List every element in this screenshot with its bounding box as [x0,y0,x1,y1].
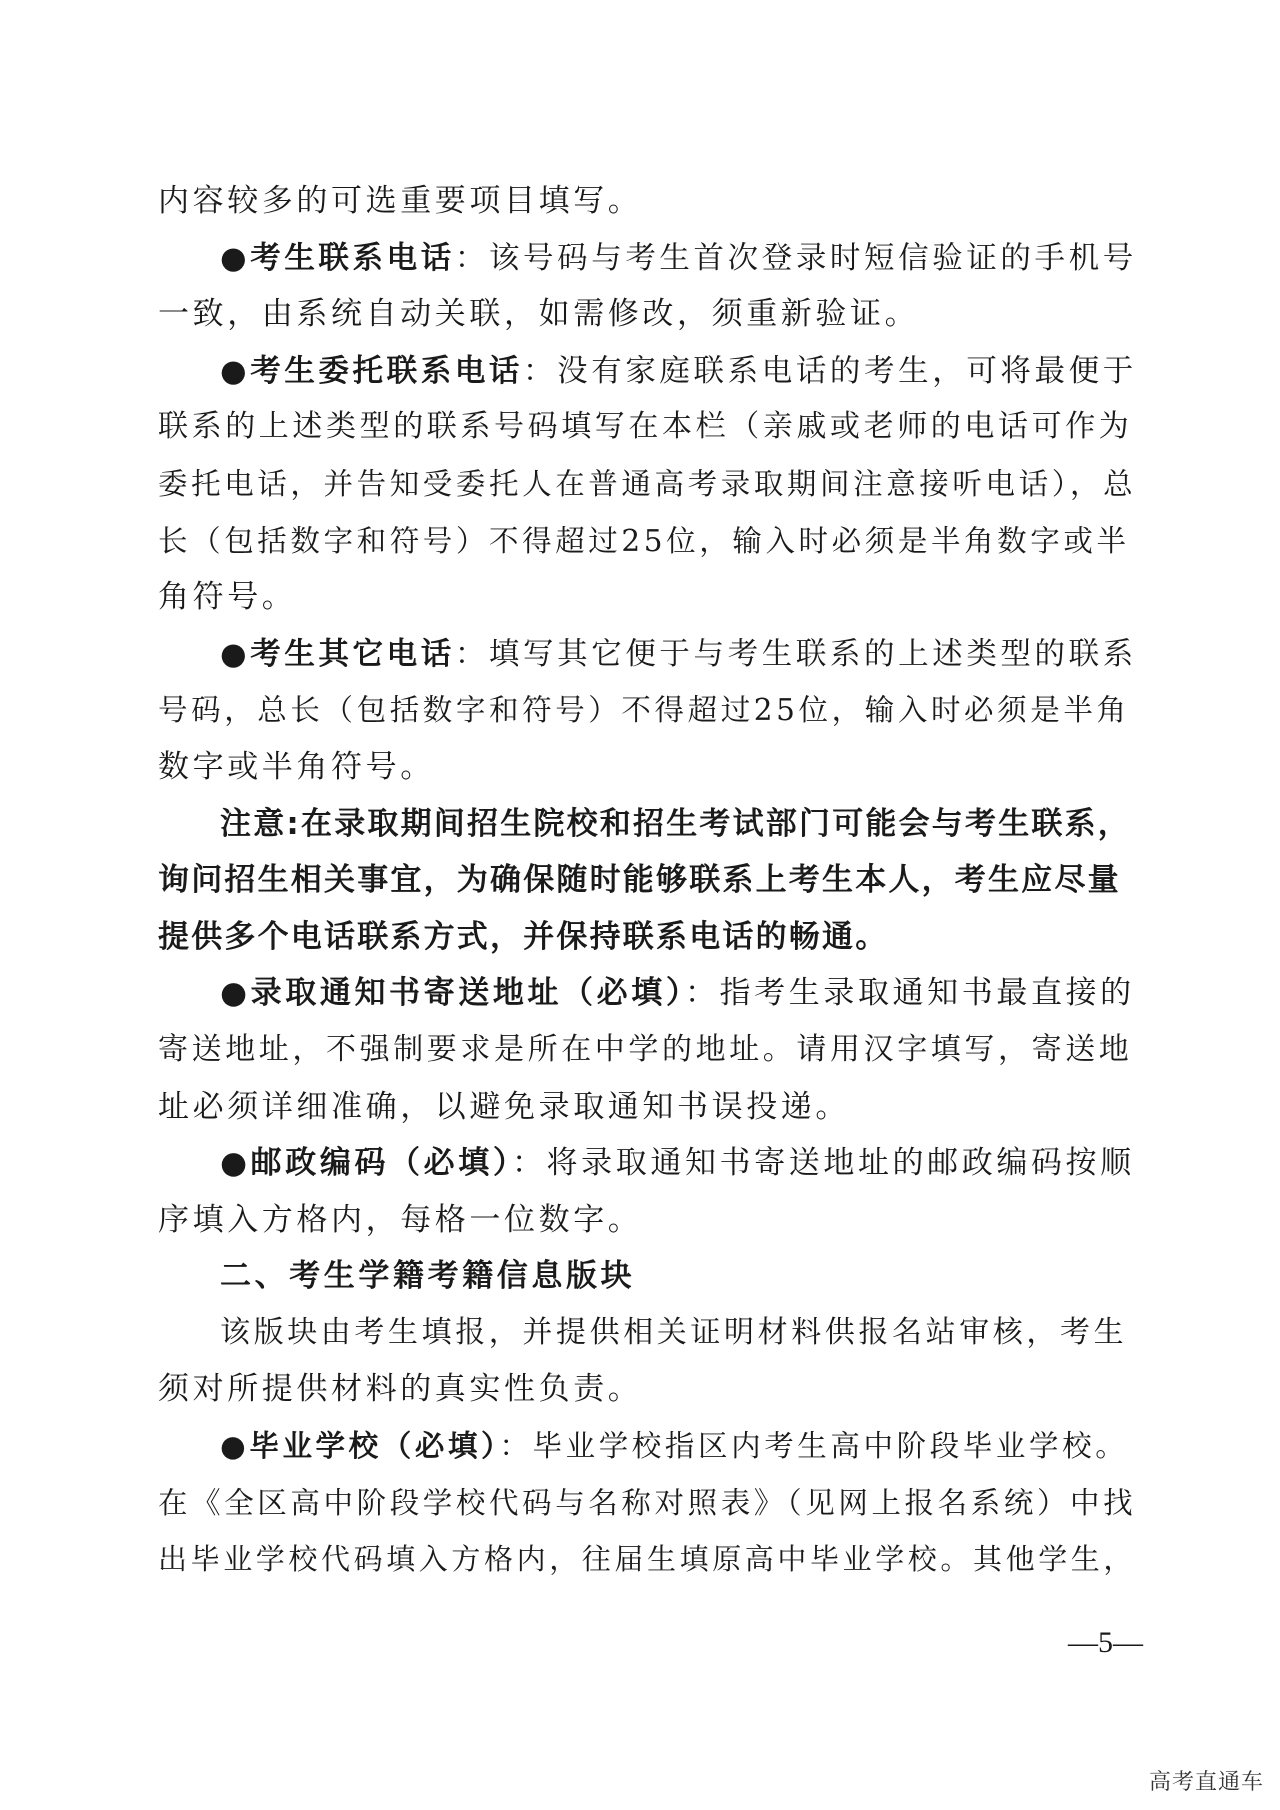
field-label: ●邮政编码（必填） [220,1145,512,1182]
field-label: ●录取通知书寄送地址（必填） [220,975,685,1012]
body-line [158,1531,1138,1588]
body-line [158,1475,1138,1532]
body-text: 须对所提供材料的真实性负责。 [158,1371,643,1408]
watermark: 高考直通车 [1148,1770,1264,1795]
body-text: 联系的上述类型的联系号码填写在本栏（亲戚或老师的电话可作为 [158,409,1133,445]
body-text: ：该号码与考生首次登录时短信验证的手机号 [454,240,1137,276]
field-label: ●毕业学校（必填） [220,1428,500,1464]
body-text: 数字或半角符号。 [158,748,435,785]
notice-text: 询问招生相关事宜，为确保随时能够联系上考生本人，考生应尽量 [158,862,1121,899]
body-line [158,230,1138,287]
body-text: 角符号。 [158,579,297,616]
body-text: 出毕业学校代码填入方格内，往届生填原高中毕业学校。其他学生， [158,1542,1137,1577]
body-line [158,1079,1138,1136]
notice-text: 提供多个电话联系方式，并保持联系电话的畅通。 [158,918,889,955]
body-text: 序填入方格内，每格一位数字。 [158,1201,643,1238]
body-text: 委托电话，并告知受委托人在普通高考录取期间注意接听电话），总 [158,466,1137,501]
body-text: 号码，总长（包括数字和符号）不得超过25位，输入时必须是半角 [158,693,1130,728]
body-text: ：将录取通知书寄送地址的邮政编码按顺 [511,1145,1135,1182]
body-line [158,965,1138,1022]
body-line [158,286,1138,343]
section-heading [158,1248,1138,1305]
body-text: ：毕业学校指区内考生高中阶段毕业学校。 [499,1429,1129,1464]
body-text: 址必须详细准确，以避免录取通知书误投递。 [158,1088,850,1125]
body-line [158,1361,1138,1418]
body-text: ：指考生录取通知书最直接的 [684,975,1135,1012]
body-text: ：填写其它便于与考生联系的上述类型的联系 [454,636,1137,672]
body-line [158,1135,1138,1192]
body-line [158,1305,1138,1362]
body-text: 寄送地址，不强制要求是所在中学的地址。请用汉字填写，寄送地 [158,1031,1133,1067]
body-text: ：没有家庭联系电话的考生，可将最便于 [523,353,1137,389]
body-line [158,739,1138,796]
body-text: 该版块由考生填报，并提供相关证明材料供报名站审核，考生 [220,1314,1128,1350]
body-line [158,626,1138,683]
body-line [158,1022,1138,1079]
document-body [158,173,1138,1588]
field-label: ●考生其它电话 [220,635,455,672]
body-line [158,569,1138,626]
section-heading-text: 二、考生学籍考籍信息版块 [220,1258,636,1295]
body-line [158,1192,1138,1249]
body-line [158,399,1138,456]
body-line [158,343,1138,400]
field-label: ●考生委托联系电话 [220,352,524,389]
body-line [158,456,1138,513]
body-text: 内容较多的可选重要项目填写。 [158,183,643,219]
notice-line [158,796,1138,853]
body-line [158,173,1138,230]
page-number: —5— [1068,1626,1143,1659]
notice-line [158,852,1138,909]
body-line [158,1418,1138,1475]
notice-text: 注意:在录取期间招生院校和招生考试部门可能会与考生联系， [220,805,1131,842]
field-label: ●考生联系电话 [220,239,455,276]
body-text: 一致，由系统自动关联，如需修改，须重新验证。 [158,296,920,333]
notice-line [158,909,1138,966]
body-text: 在《全区高中阶段学校代码与名称对照表》（见网上报名系统）中找 [158,1485,1137,1520]
body-line [158,513,1138,570]
body-line [158,682,1138,739]
body-text: 长（包括数字和符号）不得超过25位，输入时必须是半角数字或半 [158,523,1130,558]
